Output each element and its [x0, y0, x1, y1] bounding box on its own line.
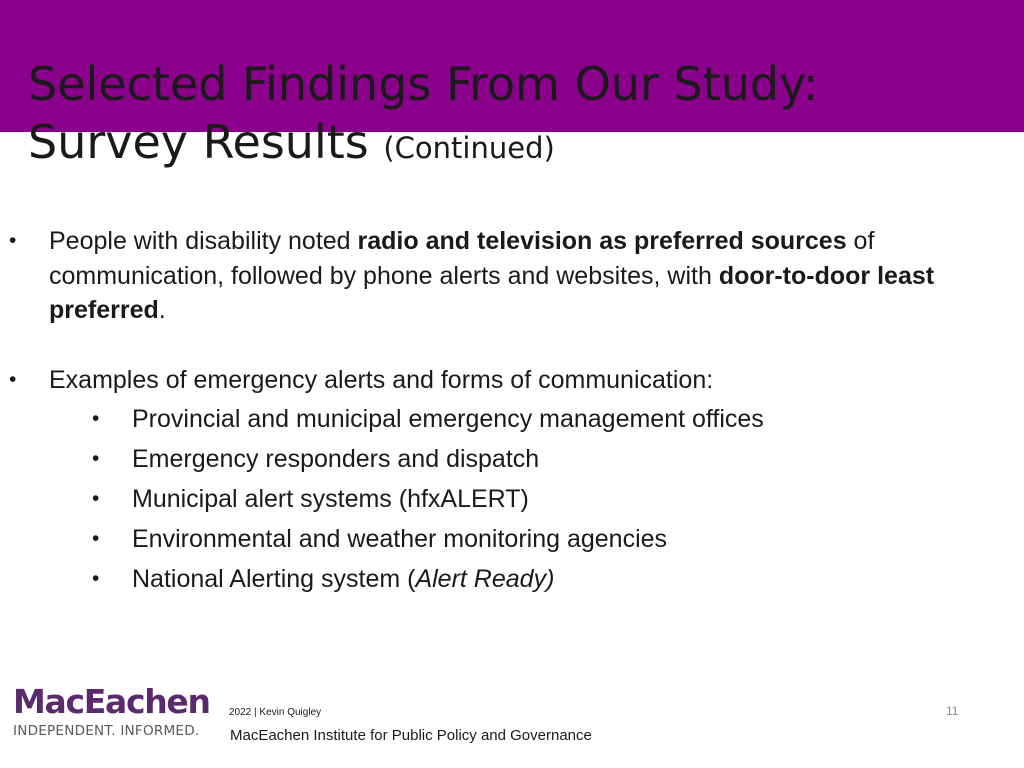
bullet-alert-examples	[0, 363, 1010, 398]
sub-bullet-italic: Alert Ready)	[415, 565, 555, 593]
slide-title	[28, 55, 818, 177]
logo-wordmark: MacEachen	[13, 682, 210, 721]
sub-bullet-list	[0, 400, 1010, 600]
bullet-emphasis: door-to-door least preferred	[49, 261, 935, 324]
footer-institute: MacEachen Institute for Public Policy and Governance	[230, 727, 592, 744]
bullet-dot: •	[92, 567, 100, 590]
maceachen-logo	[13, 684, 218, 744]
sub-bullet-text: National Alerting system (	[132, 565, 416, 593]
sub-bullet	[0, 480, 1010, 520]
bullet-text: People with disability noted	[49, 227, 358, 255]
bullet-dot: •	[92, 407, 100, 430]
bullet-dot: •	[92, 447, 100, 470]
page-number: 11	[946, 704, 959, 718]
sub-bullet	[0, 560, 1010, 600]
bullet-preferred-sources	[0, 224, 1010, 328]
title-line-2: Survey Results	[28, 115, 369, 169]
bullet-dot: •	[92, 487, 100, 510]
logo-tagline: INDEPENDENT. INFORMED.	[13, 723, 200, 739]
bullet-dot: •	[9, 367, 17, 391]
bullet-text: of communication, followed by phone alerts and websites, with	[49, 227, 875, 290]
sub-bullet-text: Provincial and municipal emergency management offices	[132, 405, 764, 433]
sub-bullet-text: Environmental and weather monitoring agencies	[132, 525, 668, 553]
bullet-dot: •	[92, 527, 100, 550]
title-suffix: (Continued)	[383, 131, 555, 165]
sub-bullet	[0, 520, 1010, 560]
footer-credit: 2022 | Kevin Quigley	[229, 707, 322, 718]
sub-bullet	[0, 440, 1010, 480]
sub-bullet-text: Municipal alert systems (hfxALERT)	[132, 485, 529, 513]
sub-bullet-text: Emergency responders and dispatch	[132, 445, 540, 473]
title-line-1: Selected Findings From Our Study:	[28, 57, 819, 111]
bullet-emphasis: radio and television as preferred sources	[357, 227, 847, 255]
bullet-dot: •	[9, 229, 17, 252]
bullet-text: Examples of emergency alerts and forms of communication:	[49, 365, 714, 394]
bullet-text: .	[158, 296, 166, 324]
bullet-list	[0, 224, 1010, 600]
sub-bullet	[0, 400, 1010, 440]
